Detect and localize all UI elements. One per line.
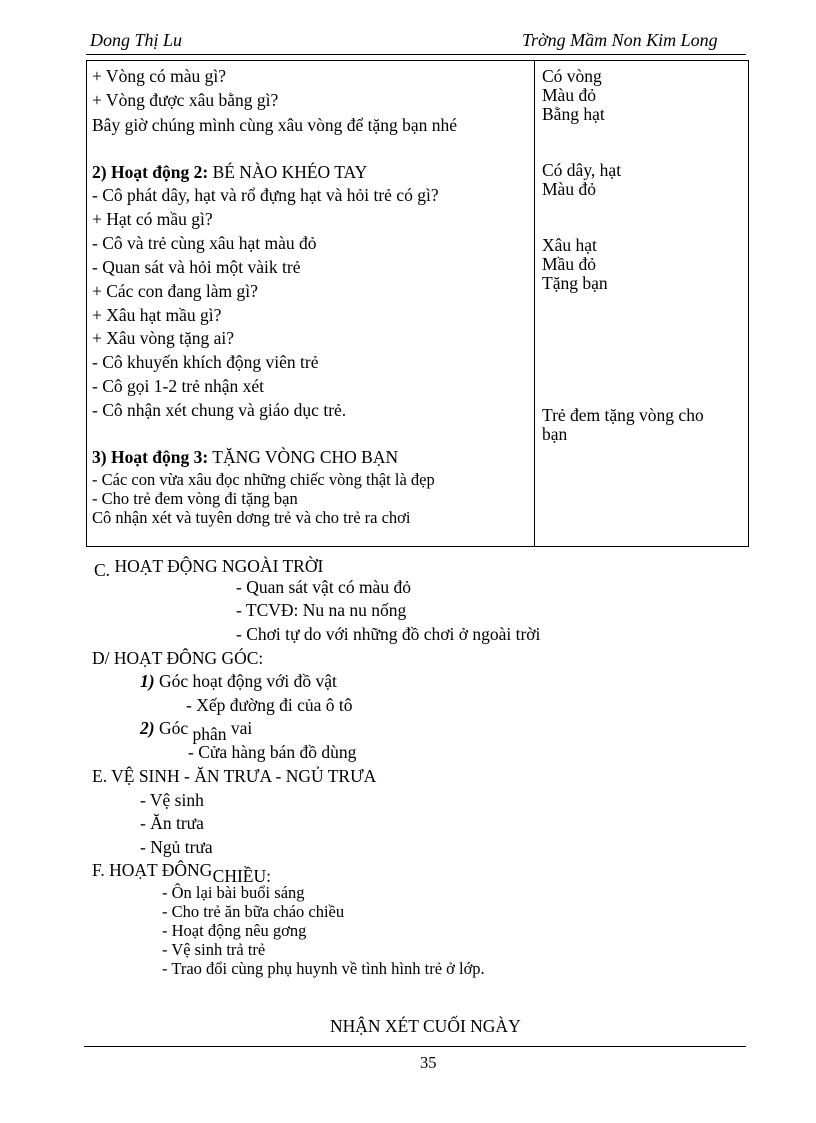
section-e-item: - Ngủ trưa [140,837,213,857]
table-left-line: + Xâu vòng tặng ai? [92,328,235,348]
table-left-line: Cô nhận xét và tuyên dơng trẻ và cho trẻ ra chơi [92,508,411,527]
table-left-line: - Cho trẻ đem vòng đi tặng bạn [92,489,298,508]
section-e-title: E. VỆ SINH - ĂN TRƯA - NGỦ TRƯA [92,766,377,786]
table-left-line: - Cô nhận xét chung và giáo dục trẻ. [92,400,347,420]
table-column-divider [534,61,535,546]
table-right-line: Mầu đỏ [542,254,596,274]
corner-1-text: Góc hoạt động với đồ vật [158,671,337,691]
table-left-line: - Các con vừa xâu đọc những chiếc vòng thật là đẹp [92,470,435,489]
section-f-heading [92,860,271,886]
table-left-line: + Xâu hạt mầu gì? [92,305,222,325]
table-left-line: Bây giờ chúng mình cùng xâu vòng để tặng bạn nhé [92,115,458,135]
table-right-line: Màu đỏ [542,179,596,199]
table-left-line: + Hạt có mầu gì? [92,209,213,229]
table-left-line: - Cô và trẻ cùng xâu hạt màu đỏ [92,233,317,253]
section-d-title: D/ HOẠT ĐÔNG GÓC: [92,648,264,668]
section-c-item: - Chơi tự do với những đồ chơi ở ngoài trời [236,624,541,644]
section-f-item: - Ôn lại bài buổi sáng [162,883,305,902]
corner-2 [140,718,253,744]
activity-3-heading [92,447,398,468]
table-right-line: Trẻ đem tặng vòng cho [542,405,704,425]
corner-1 [140,671,337,692]
corner-1-item: - Xếp đường đi của ô tô [186,695,353,715]
corner-2-text-c: vai [230,718,253,738]
table-left-line: + Vòng được xâu bằng gì? [92,90,279,110]
section-f-item: - Hoạt động nêu gơng [162,921,307,940]
table-right-line: bạn [542,424,568,444]
section-c-item: - Quan sát vật có màu đỏ [236,577,411,597]
activity-3-label: 3) Hoạt động 3: [92,447,209,467]
section-f-item: - Trao đổi cùng phụ huynh về tình hình trẻ ở lớp. [162,959,485,978]
table-left-line: + Vòng có màu gì? [92,66,226,86]
table-right-line: Có dây, hạt [542,160,622,180]
activity-3-title: TẶNG VÒNG CHO BẠN [212,447,399,467]
section-c-heading [94,556,324,580]
corner-2-text-a: Góc [158,718,189,738]
section-e-item: - Vệ sinh [140,790,204,810]
corner-1-number: 1) [140,671,155,691]
section-e-item: - Ăn trưa [140,813,204,833]
header-school: Trờng Mầm Non Kim Long [522,30,718,50]
daily-review-heading: NHẬN XÉT CUỐI NGÀY [330,1016,521,1036]
table-right-line: Tặng bạn [542,273,608,293]
section-f-item: - Cho trẻ ăn bữa cháo chiều [162,902,345,921]
table-left-line: - Cô phát dây, hạt và rổ đựng hạt và hỏi trẻ có gì? [92,185,439,205]
footer-rule [84,1046,746,1047]
activity-2-heading [92,162,367,183]
page-number: 35 [420,1053,437,1072]
corner-2-text-b: phân [192,724,227,744]
activity-2-label: 2) Hoạt động 2: [92,162,209,182]
section-c-prefix: C. [94,560,111,580]
section-f-item: - Vệ sinh trả trẻ [162,940,266,959]
section-f-title-b: CHIỀU: [212,866,271,886]
corner-2-number: 2) [140,718,155,738]
table-left-line: - Cô khuyến khích động viên trẻ [92,352,319,372]
table-right-line: Xâu hạt [542,235,597,255]
section-c-item: - TCVĐ: Nu na nu nống [236,600,407,620]
activity-2-title: BÉ NÀO KHÉO TAY [212,162,368,182]
header-rule [86,54,746,55]
table-right-line: Bằng hạt [542,104,605,124]
header-author: Dong Thị Lu [90,30,183,50]
section-c-title: HOẠT ĐỘNG NGOÀI TRỜI [114,556,324,576]
table-left-line: + Các con đang làm gì? [92,281,258,301]
table-left-line: - Cô gọi 1-2 trẻ nhận xét [92,376,265,396]
section-f-title-a: F. HOẠT ĐÔNG [92,860,213,880]
corner-2-item: - Cửa hàng bán đồ dùng [188,742,357,762]
table-left-line: - Quan sát và hỏi một vàik trẻ [92,257,301,277]
table-right-line: Màu đỏ [542,85,596,105]
table-right-line: Có vòng [542,66,602,86]
